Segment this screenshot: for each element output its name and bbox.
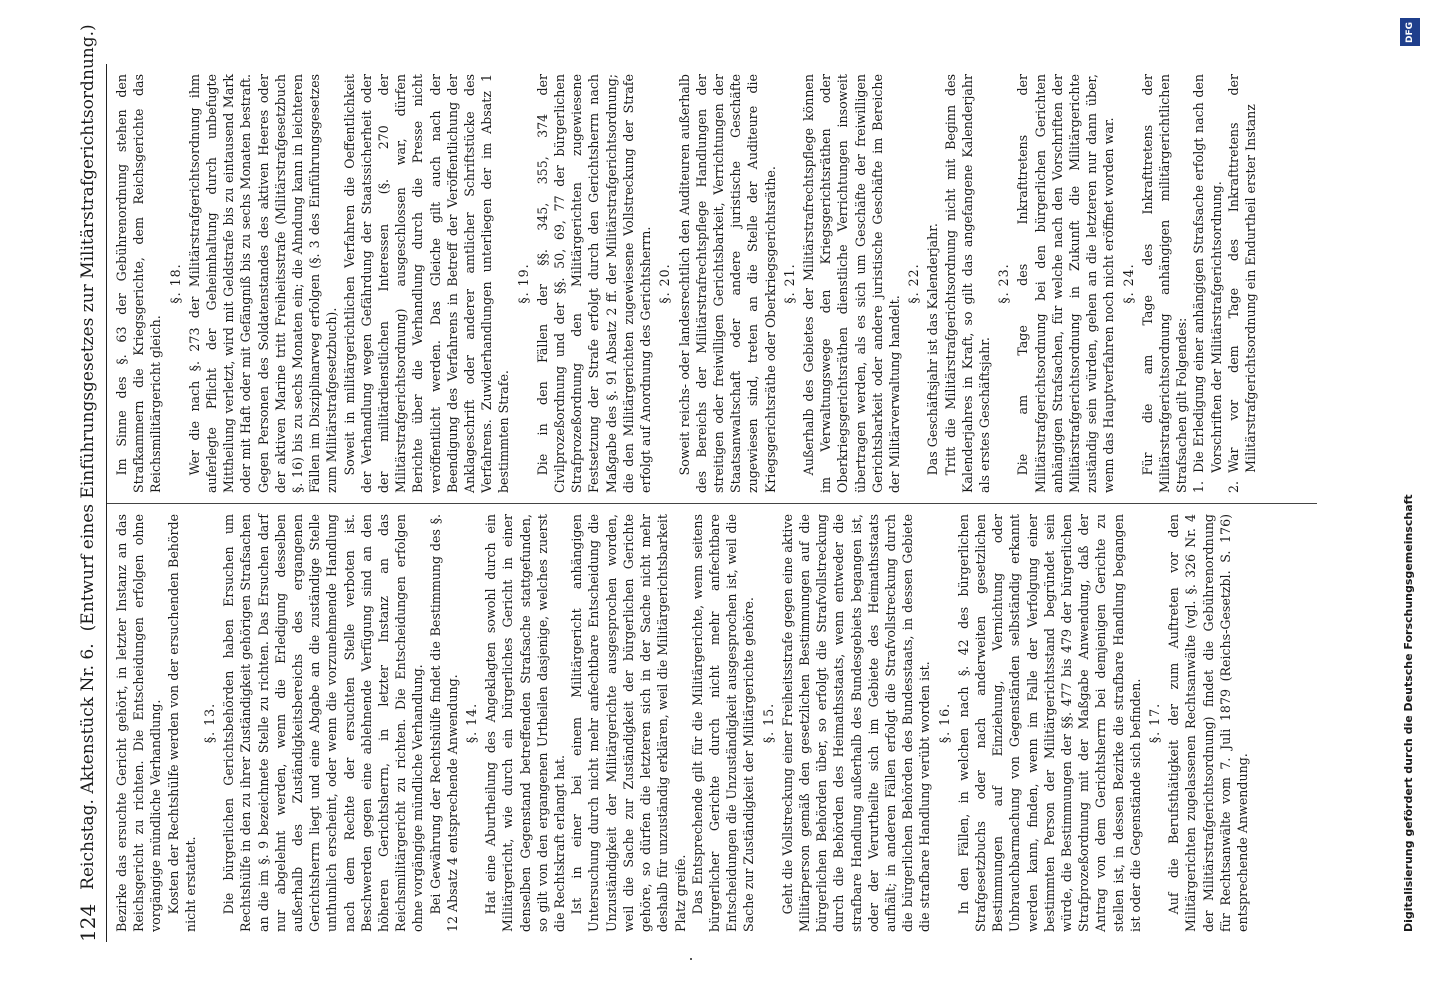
- paragraph: Hat eine Aburtheilung des Angeklagten sowohl durch ein Militärgericht, wie durch ein bürgerliches Gericht in einer denselben Gegenstand betreffenden Strafsache stattgefunden, so gilt von den ergangenen Urtheilen dasjenige, welches zuerst die Rechtskraft erlangt hat.: [483, 514, 568, 932]
- list-item: [1225, 74, 1259, 493]
- paragraph: Das Geschäftsjahr ist das Kalenderjahr.: [925, 223, 941, 476]
- funding-credit: Digitalisierung gefördert durch die Deutsche Forschungsgemeinschaft: [1402, 494, 1415, 932]
- digitization-sidebar: [1398, 12, 1424, 972]
- paragraph: Die am Tage des Inkrafttretens der Militärstrafgerichtsordnung bei den bürgerlichen Gerichten anhängigen Strafsachen, für welche nach den Vorschriften der Militärstrafgerichtsordnung in Zukunft die Militärgerichte zuständig sein würden, gehen an die letzteren nur dann über, wenn das Hauptverfahren noch nicht eröffnet worden war.: [1015, 74, 1117, 493]
- left-title: Reichstag. Aktenstück Nr. 6.: [78, 643, 98, 890]
- paragraph: Wer die nach §. 273 der Militärstrafgerichtsordnung ihm auferlegte Pflicht der Geheimhaltung durch unbefugte Mittheilung verletzt, wird mit Geldstrafe bis zu eintausend Mark oder mit Haft oder mit Gefängniß bis zu sechs Monaten bestraft. Gegen Personen des Soldatenstandes des aktiven Heeres oder der aktiven Marine tritt Freiheitsstrafe (Militärstrafgesetzbuch §. 16) bis zu sechs Monaten ein; die Ahndung kann in leichteren Fällen im Disziplinarweg erfolgen (§. 3 des Einführungsgesetzes zum Militärstrafgesetzbuch).: [186, 74, 340, 493]
- list-text: Die Erledigung einer anhängigen Strafsache erfolgt nach den Vorschriften der Militärstrafgerichtsordnung.: [1191, 74, 1224, 473]
- section-heading: §. 23.: [996, 263, 1012, 304]
- left-column: [107, 503, 1317, 942]
- list-number: 2.: [1225, 480, 1241, 493]
- section-heading: §. 17.: [1146, 702, 1162, 744]
- section-heading: §. 15.: [760, 702, 776, 744]
- list-text: War vor dem Tage des Inkrafttretens der Militärstrafgerichtsordnung ein Endurtheil erster Instanz: [1225, 74, 1258, 473]
- section-heading: §. 20.: [657, 263, 673, 304]
- paragraph: Die in den Fällen der §§. 345, 355, 374 der Civilprozeßordnung und der §§. 50, 69, 77 der bürgerlichen Strafprozeßordnung den Militärgerichten zugewiesene Festsetzung der Strafe erfolgt durch den Gerichtsherrn nach Maßgabe des §. 91 Absatz 2 ff. der Militärstrafgerichtsordnung; die den Militärgerichten zugewiesene Vollstreckung der Strafe erfolgt auf Anordnung des Gerichtsherrn.: [534, 74, 654, 493]
- paragraph: Das Entsprechende gilt für die Militärgerichte, wenn seitens bürgerlicher Gerichte durch nicht mehr anfechtbare Entscheidungen die Unzuständigkeit ausgesprochen ist, weil die Sache zur Zuständigkeit der Militärgerichte gehöre.: [689, 514, 757, 932]
- running-head: [70, 24, 107, 942]
- paragraph: Für die am Tage des Inkrafttretens der Militärstrafgerichtsordnung anhängigen militärgerichtlichen Strafsachen gilt Folgendes:: [1139, 74, 1190, 493]
- dfg-logo: DFG: [1400, 18, 1420, 46]
- rotated-page: [70, 24, 1320, 948]
- section-heading: §. 18.: [167, 263, 183, 304]
- list-item: [1190, 74, 1224, 493]
- paragraph: Bezirke das ersuchte Gericht gehört, in letzter Instanz an das Reichsgericht zu richten. Die Entscheidungen erfolgen ohne vorgängige mündliche Verhandlung.: [114, 514, 164, 932]
- paragraph: Geht die Vollstreckung einer Freiheitsstrafe gegen eine aktive Militärperson gemäß den gesetzlichen Bestimmungen auf die bürgerlichen Behörden über, so erfolgt die Strafvollstreckung durch die Behörden des Heimathsstaats, wenn entweder die strafbare Handlung außerhalb des Bundesgebiets begangen ist, oder der Verurtheilte sich im Gebiete des Heimathsstaats aufhält; in anderen Fällen erfolgt die Strafvollstreckung durch die bürgerlichen Behörden des Bundesstaats, in dessen Gebiete die strafbare Handlung verübt worden ist.: [779, 514, 933, 932]
- paragraph: Soweit in militärgerichtlichen Verfahren die Oeffentlichkeit der Verhandlung wegen Gefährdung der Staatssicherheit oder der militärdienstlichen Interessen (§. 270 der Militärstrafgerichtsordnung) ausgeschlossen war, dürfen Berichte über die Verhandlung durch die Presse nicht veröffentlicht werden. Das Gleiche gilt auch nach der Beendigung des Verfahrens in Betreff der Veröffentlichung der Anklageschrift oder anderer amtlicher Schriftstücke des Verfahrens. Zuwiderhandlungen unterliegen der im Absatz 1 bestimmten Strafe.: [341, 74, 512, 493]
- section-heading: §. 19.: [515, 263, 531, 304]
- paragraph: Die bürgerlichen Gerichtsbehörden haben Ersuchen um Rechtshülfe in den zu ihrer Zuständigkeit gehörigen Strafsachen an die im §. 9 bezeichnete Stelle zu richten. Das Ersuchen darf nur abgelehnt werden, wenn die Erledigung desselben außerhalb des Zuständigkeitsbereichs des ergangenen Gerichtsherrn liegt und eine Abgabe an die zuständige Stelle unthunlich erscheint, oder wenn die vorzunehmende Handlung nach dem Rechte der ersuchten Stelle verboten ist. Beschwerden gegen eine ablehnende Verfügung sind an den höheren Gerichtsherrn, in letzter Instanz an das Reichsmilitärgericht zu richten. Die Entscheidungen erfolgen ohne vorgängige mündliche Verhandlung.: [221, 514, 426, 932]
- section-heading: §. 21.: [781, 263, 797, 304]
- page-number: 124: [76, 903, 100, 942]
- scan-speck: [690, 958, 692, 960]
- paragraph: Soweit reichs- oder landesrechtlich den Auditeuren außerhalb des Bereichs der Militärstrafrechtspflege Handlungen der streitigen oder freiwilligen Gerichtsbarkeit, Verrichtungen der Staatsanwaltschaft oder andere juristische Geschäfte zugewiesen sind, treten an die Stelle der Auditeure die Kriegsgerichtsräthe oder Oberkriegsgerichtsräthe.: [676, 74, 778, 493]
- paragraph: Kosten der Rechtshülfe werden von der ersuchenden Behörde nicht erstattet.: [165, 514, 198, 932]
- paragraph: Auf die Berufsthätigkeit der zum Auftreten vor den Militärgerichten zugelassenen Rechtsanwälte (vgl. §. 326 Nr. 4 der Militärstrafgerichtsordnung) findet die Gebührenordnung für Rechtsanwälte vom 7. Juli 1879 (Reichs-Gesetzbl. S. 176) entsprechende Anwendung.: [1166, 514, 1250, 932]
- section-heading: §. 14.: [464, 702, 480, 744]
- list-number: 1.: [1191, 480, 1207, 493]
- paragraph: Außerhalb des Gebietes der Militärstrafrechtspflege können im Verwaltungswege den Kriegsgerichtsräthen oder Oberkriegsgerichtsräthen dienstliche Verrichtungen insoweit übertragen werden, als es sich um Geschäfte der freiwilligen Gerichtsbarkeit oder andere juristische Geschäfte im Bereiche der Militärverwaltung handelt.: [800, 74, 902, 493]
- paragraph: Ist in einer bei einem Militärgericht anhängigen Untersuchung durch nicht mehr anfechtbare Entscheidung die Unzuständigkeit der Militärgerichte ausgesprochen worden, weil die Sache zur Zuständigkeit der bürgerlichen Gerichte gehöre, so dürfen die letzteren sich in der Sache nicht mehr deshalb für unzuständig erklären, weil die Militärgerichtsbarkeit Platz greife.: [569, 514, 688, 932]
- section-heading: §. 22.: [906, 263, 922, 304]
- paragraph: In den Fällen, in welchen nach §. 42 des bürgerlichen Strafgesetzbuchs oder nach anderweiten gesetzlichen Bestimmungen auf Einziehung, Vernichtung oder Unbrauchbarmachung von Gegenständen selbständig erkannt werden kann, finden, wenn im Falle der Verfolgung einer bestimmten Person der Militärgerichtsstand begründet sein würde, die Bestimmungen der §§. 477 bis 479 der bürgerlichen Strafprozeßordnung mit der Maßgabe Anwendung, daß der Antrag von dem Gerichtsherrn bei demjenigen Gerichte zu stellen ist, in dessen Bezirke die strafbare Handlung begangen ist oder die Gegenstände sich befinden.: [955, 514, 1143, 932]
- section-heading: §. 16.: [936, 702, 952, 744]
- right-column: [107, 64, 1317, 503]
- paragraph: Im Sinne des §. 63 der Gebührenordnung stehen den Strafkammern die Kriegsgerichte, dem Reichsgerichte das Reichsmilitärgericht gleich.: [114, 74, 164, 493]
- section-heading: §. 13.: [202, 702, 218, 744]
- paragraph: Bei Gewährung der Rechtshülfe findet die Bestimmung des §. 12 Absatz 4 entsprechende Anwendung.: [427, 514, 460, 932]
- section-heading: §. 24.: [1120, 263, 1136, 304]
- paragraph: Tritt die Militärstrafgerichtsordnung nicht mit Beginn des Kalenderjahres in Kraft, so gilt das angefangene Kalenderjahr als erstes Geschäftsjahr.: [942, 74, 992, 493]
- right-title: (Entwurf eines Einführungsgesetzes zur Militärstrafgerichtsordnung.): [78, 24, 98, 632]
